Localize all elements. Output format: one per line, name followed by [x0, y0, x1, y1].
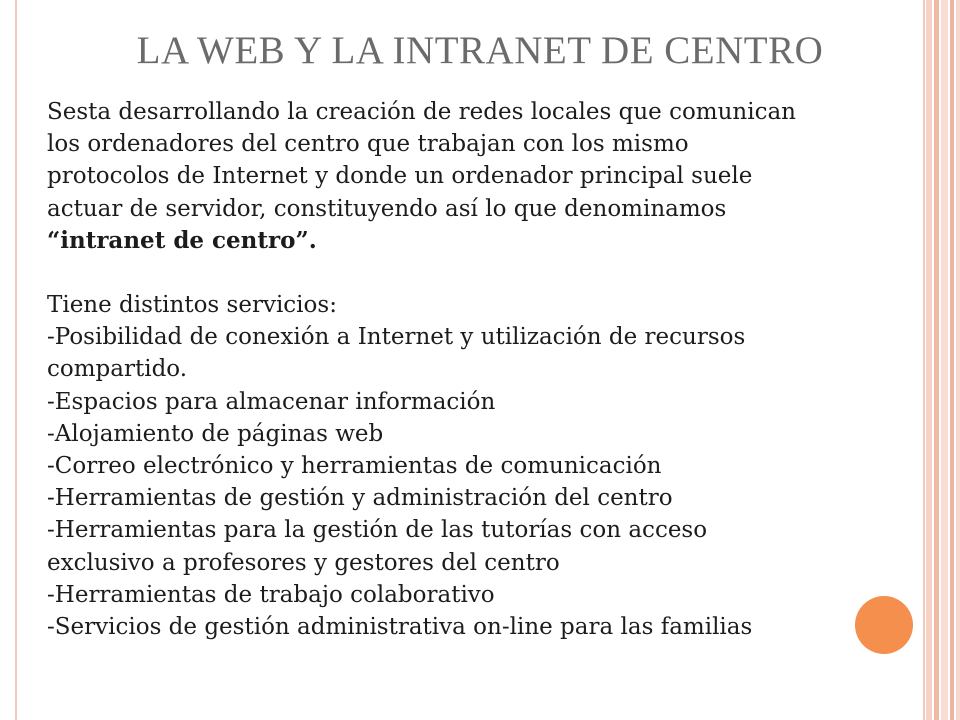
intro-emphasis: “intranet de centro”.	[47, 226, 317, 254]
intro-line: protocolos de Internet y donde un ordenador principal suele	[47, 163, 753, 190]
decorative-stripes	[926, 0, 960, 720]
stripe	[941, 0, 948, 720]
service-line: -Espacios para almacenar información	[47, 388, 496, 415]
slide-title: LA WEB Y LA INTRANET DE CENTRO	[136, 29, 824, 72]
slide-body	[47, 96, 917, 643]
services-heading: Tiene distintos servicios:	[47, 292, 337, 319]
service-line: -Correo electrónico y herramientas de comunicación	[47, 453, 662, 480]
service-line: compartido.	[47, 356, 188, 383]
service-line: -Servicios de gestión administrativa on-line para las familias	[47, 614, 753, 641]
stripe	[926, 0, 932, 720]
accent-circle	[855, 596, 913, 654]
intro-line: los ordenadores del centro que trabajan con los mismo	[47, 131, 689, 158]
stripe	[934, 0, 939, 720]
intro-line: Sesta desarrollando la creación de redes locales que comunican	[47, 99, 796, 125]
service-line: -Herramientas para la gestión de las tutorías con acceso	[47, 517, 708, 544]
service-line: -Herramientas de trabajo colaborativo	[47, 581, 495, 608]
service-line: -Alojamiento de páginas web	[47, 420, 384, 447]
service-line: -Posibilidad de conexión a Internet y utilización de recursos	[47, 324, 746, 351]
stripe	[956, 0, 960, 720]
stripe	[950, 0, 954, 720]
intro-line: actuar de servidor, constituyendo así lo que denominamos	[47, 195, 727, 222]
service-line: exclusivo a profesores y gestores del centro	[47, 549, 560, 576]
paragraph-gap	[47, 257, 917, 289]
service-line: -Herramientas de gestión y administración del centro	[47, 485, 673, 512]
